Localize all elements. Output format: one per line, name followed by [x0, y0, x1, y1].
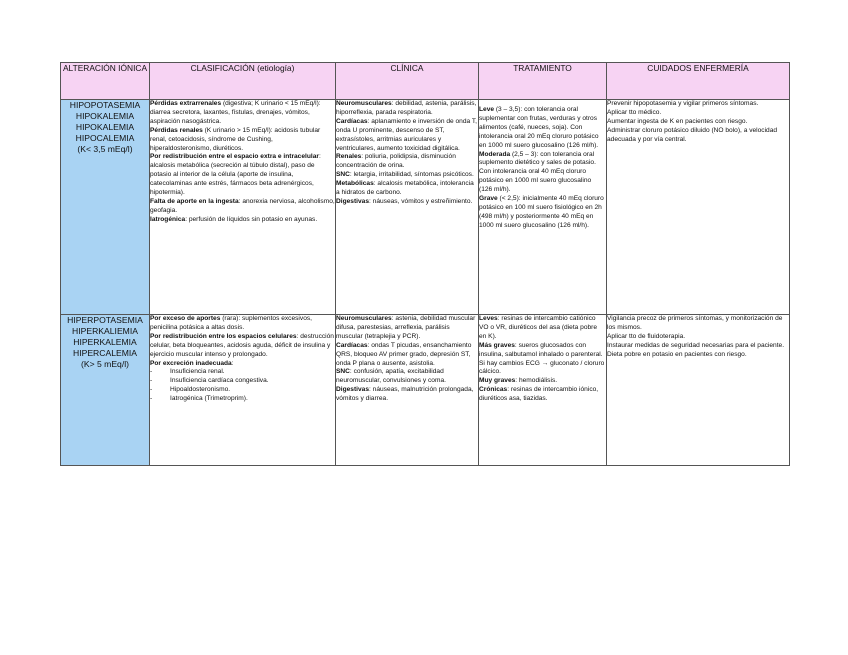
entry-text: (digestiva; K urinario < 15 mEq/l): diarrea secretora, laxantes, fístulas, drenajes, vómitos, aspiración nasogástrica.: [150, 100, 321, 125]
header-clasificacion: CLASIFICACIÓN (etiología): [150, 63, 336, 100]
tratamiento-cell-hipo: [479, 100, 607, 315]
condition-name: HIPOKALEMIA: [75, 111, 135, 121]
entry: [150, 100, 335, 127]
entry-title: Muy graves: [479, 377, 516, 385]
entry-text: : perfusión de líquidos sin potasio en ayunas.: [185, 215, 318, 223]
care-item: Instaurar medidas de seguridad necesarias para el paciente.: [607, 341, 785, 349]
header-clinica: CLÍNICA: [336, 63, 479, 100]
entry: [150, 216, 335, 225]
entry-title: Neuromusculares: [336, 315, 392, 322]
condition-name: HIPERCALEMIA: [73, 348, 137, 358]
entry-title: Neuromusculares: [336, 100, 392, 107]
entry-title: Por redistribución entre el espacio extra e intracelular: [150, 153, 319, 161]
entry-text: : alcalosis metabólica (secreción al túbulo distal), paso de potasio al interior de la célula (aporte de insulina, catecolaminas ante estrés, fármacos beta adrenérgicos, hipotermia).: [150, 153, 321, 197]
list-item: - Insuficiencia cardíaca congestiva.: [150, 377, 335, 386]
entry-text: (rara): suplementos excesivos, penicilina potásica a altas dosis.: [150, 315, 312, 331]
entry: [336, 315, 478, 342]
clasificacion-cell-hiper: [150, 315, 336, 466]
list-item: - Hipoaldosteronismo.: [150, 386, 335, 395]
entry-title: Moderada: [479, 150, 511, 158]
entry-text: : sueros glucosados con insulina, salbutamol inhalado o parenteral. Si hay cambios ECG → gluconato / cloruro cálcico.: [479, 341, 605, 376]
entry-text: : aplanamiento e inversión de onda T, onda U prominente, descenso de ST, extrasístoles, arritmias auriculares y ventriculares, aumento toxicidad digitálica.: [336, 117, 478, 152]
condition-name: HIPOPOTASEMIA: [69, 100, 141, 110]
entry-title: Más graves: [479, 341, 515, 349]
entry: [336, 386, 478, 404]
cuidados-cell-hiper: [607, 315, 790, 466]
table-row-hiperpotasemia: [61, 315, 790, 466]
condition-threshold: (K< 3,5 mEq/l): [77, 144, 133, 154]
entry-title: Por redistribución entre los espacios celulares: [150, 332, 297, 340]
entry-title: Digestivas: [336, 386, 369, 394]
entry-text: : náuseas, vómitos y estreñimiento.: [369, 197, 473, 205]
entry-title: Pérdidas extrarrenales: [150, 100, 222, 107]
entry-title: SNC: [336, 171, 350, 179]
entry-text: : alcalosis metabólica, intolerancia a hidratos de carbono.: [336, 180, 474, 197]
entry: [336, 342, 478, 369]
entry-title: Crónicas: [479, 386, 508, 394]
excretion-list: [150, 368, 335, 404]
entry-text: : debilidad, astenia, parálisis, hiporreflexia, parada respiratoria.: [336, 100, 477, 116]
entry-title: Por exceso de aportes: [150, 315, 221, 322]
entry: [336, 100, 478, 118]
entry: [336, 198, 478, 207]
entry-title: Iatrogénica: [150, 215, 186, 223]
entry: [479, 106, 606, 151]
condition-name: HIPOKALEMIA: [75, 122, 135, 132]
condition-cell-hiper: [61, 315, 150, 466]
entry-text: : resinas de intercambio iónico, diuréticos asa, tiazidas.: [479, 386, 599, 403]
entry: [150, 333, 335, 360]
tratamiento-cell-hiper: [479, 315, 607, 466]
entry-text: (2,5 – 3): con tolerancia oral suplemento dietético y sales de potasio. Con intolerancia oral 40 mEq cloruro potásico en 1000 ml suero glucosalino (126 ml/h).: [479, 150, 596, 194]
entry-text: : letargia, irritabilidad, síntomas psicóticos.: [349, 171, 474, 179]
potassium-table: [60, 62, 790, 466]
entry-text: : anorexia nerviosa, alcoholismo, geofagia.: [150, 197, 335, 214]
entry-text: (K urinario > 15 mEq/l): acidosis tubular renal, cetoacidosis, síndrome de Cushing, hiperaldosteronismo, diuréticos.: [150, 126, 321, 152]
care-item: Prevenir hipopotasemia y vigilar primeros síntomas.: [607, 100, 759, 107]
entry: [150, 198, 335, 216]
entry: [479, 342, 606, 378]
entry: [479, 151, 606, 196]
entry: [336, 153, 478, 171]
care-item: Dieta pobre en potasio en pacientes con riesgo.: [607, 350, 747, 358]
entry: [336, 171, 478, 180]
list-item: - Iatrogénica (Trimetroprim).: [150, 395, 335, 404]
care-item: Aplicar tto de fluidoterapia.: [607, 332, 686, 340]
entry: [479, 386, 606, 404]
condition-name: HIPERKALEMIA: [73, 337, 137, 347]
entry-title: Leves: [479, 315, 498, 322]
entry-text: : náuseas, malnutrición prolongada, vómitos y diarrea.: [336, 386, 474, 403]
entry-text: (< 2,5): inicialmente 40 mEq cloruro potásico en 100 ml suero fisiológico en 2h (498 ml/h) y posteriormente 40 mEq en 1000 ml suero glucosalino (126 ml/h).: [479, 195, 604, 229]
condition-cell-hipo: [61, 100, 150, 315]
entry: [479, 315, 606, 342]
care-item: Vigilancia precoz de primeros síntomas, y monitorización de los mismos.: [607, 315, 783, 331]
entry: [150, 315, 335, 333]
entry-text: : resinas de intercambio catiónico VO o VR, diuréticos del asa (dieta pobre en K).: [479, 315, 598, 340]
entry-text: :: [231, 359, 234, 367]
care-item: Aplicar tto médico.: [607, 108, 662, 116]
entry: [336, 368, 478, 386]
entry-text: : astenia, debilidad muscular difusa, parestesias, arreflexia, parálisis muscular (tetraplejia y PCR).: [336, 315, 476, 340]
condition-name: HIPERPOTASEMIA: [67, 315, 143, 325]
entry-text: : hemodiálisis.: [515, 377, 558, 385]
care-item: Administrar cloruro potásico diluido (NO bolo), a velocidad adecuada y por vía central.: [607, 126, 778, 143]
header-row: [61, 63, 790, 100]
clinica-cell-hiper: [336, 315, 479, 466]
entry-text: : confusión, apatía, excitabilidad neuromuscular, convulsiones y coma.: [336, 368, 446, 385]
entry: [150, 127, 335, 154]
clinica-cell-hipo: [336, 100, 479, 315]
header-alteracion: ALTERACIÓN IÓNICA: [61, 63, 150, 100]
entry-text: (3 – 3,5): con tolerancia oral suplementar con frutas, verduras y otros alimentos (café, nueces, soja). Con intolerancia oral 20 mEq cloruro potásico en 1000 ml suero glucosalino (126 ml/h).: [479, 106, 599, 149]
header-cuidados: CUIDADOS ENFERMERÍA: [607, 63, 790, 100]
condition-name: HIPERKALIEMIA: [72, 326, 138, 336]
entry: [479, 377, 606, 386]
clasificacion-cell-hipo: [150, 100, 336, 315]
entry-title: Por excreción inadecuada: [150, 359, 232, 367]
entry: [150, 360, 335, 369]
table-row-hipopotasemia: [61, 100, 790, 315]
entry: [336, 118, 478, 154]
entry: [479, 195, 606, 231]
condition-name: HIPOCALEMIA: [75, 133, 135, 143]
entry-title: Renales: [336, 153, 362, 161]
entry: [336, 180, 478, 198]
entry-title: Leve: [479, 106, 495, 113]
entry-title: Digestivas: [336, 197, 369, 205]
entry-title: Falta de aporte en la ingesta: [150, 197, 239, 205]
entry-text: : poliuria, polidipsia, disminución concentración de orina.: [336, 153, 456, 170]
entry-text: : destrucción celular, beta bloqueantes, acidosis aguda, déficit de insulina y ejercicio muscular intenso y prolongado.: [150, 332, 334, 358]
entry-title: Grave: [479, 195, 498, 203]
condition-threshold: (K> 5 mEq/l): [81, 359, 129, 369]
cuidados-cell-hipo: [607, 100, 790, 315]
entry-title: Pérdidas renales: [150, 126, 203, 134]
header-tratamiento: TRATAMIENTO: [479, 63, 607, 100]
entry-text: : ondas T picudas, ensanchamiento QRS, bloqueo AV primer grado, depresión ST, onda P plana o ausente, asistolia.: [336, 341, 472, 367]
entry-title: SNC: [336, 368, 350, 376]
list-item: - Insuficiencia renal.: [150, 368, 335, 377]
care-item: Aumentar ingesta de K en pacientes con riesgo.: [607, 117, 748, 125]
entry-title: Cardíacas: [336, 117, 368, 125]
entry: [150, 153, 335, 198]
entry-title: Metabólicas: [336, 180, 374, 188]
entry-title: Cardíacas: [336, 341, 368, 349]
